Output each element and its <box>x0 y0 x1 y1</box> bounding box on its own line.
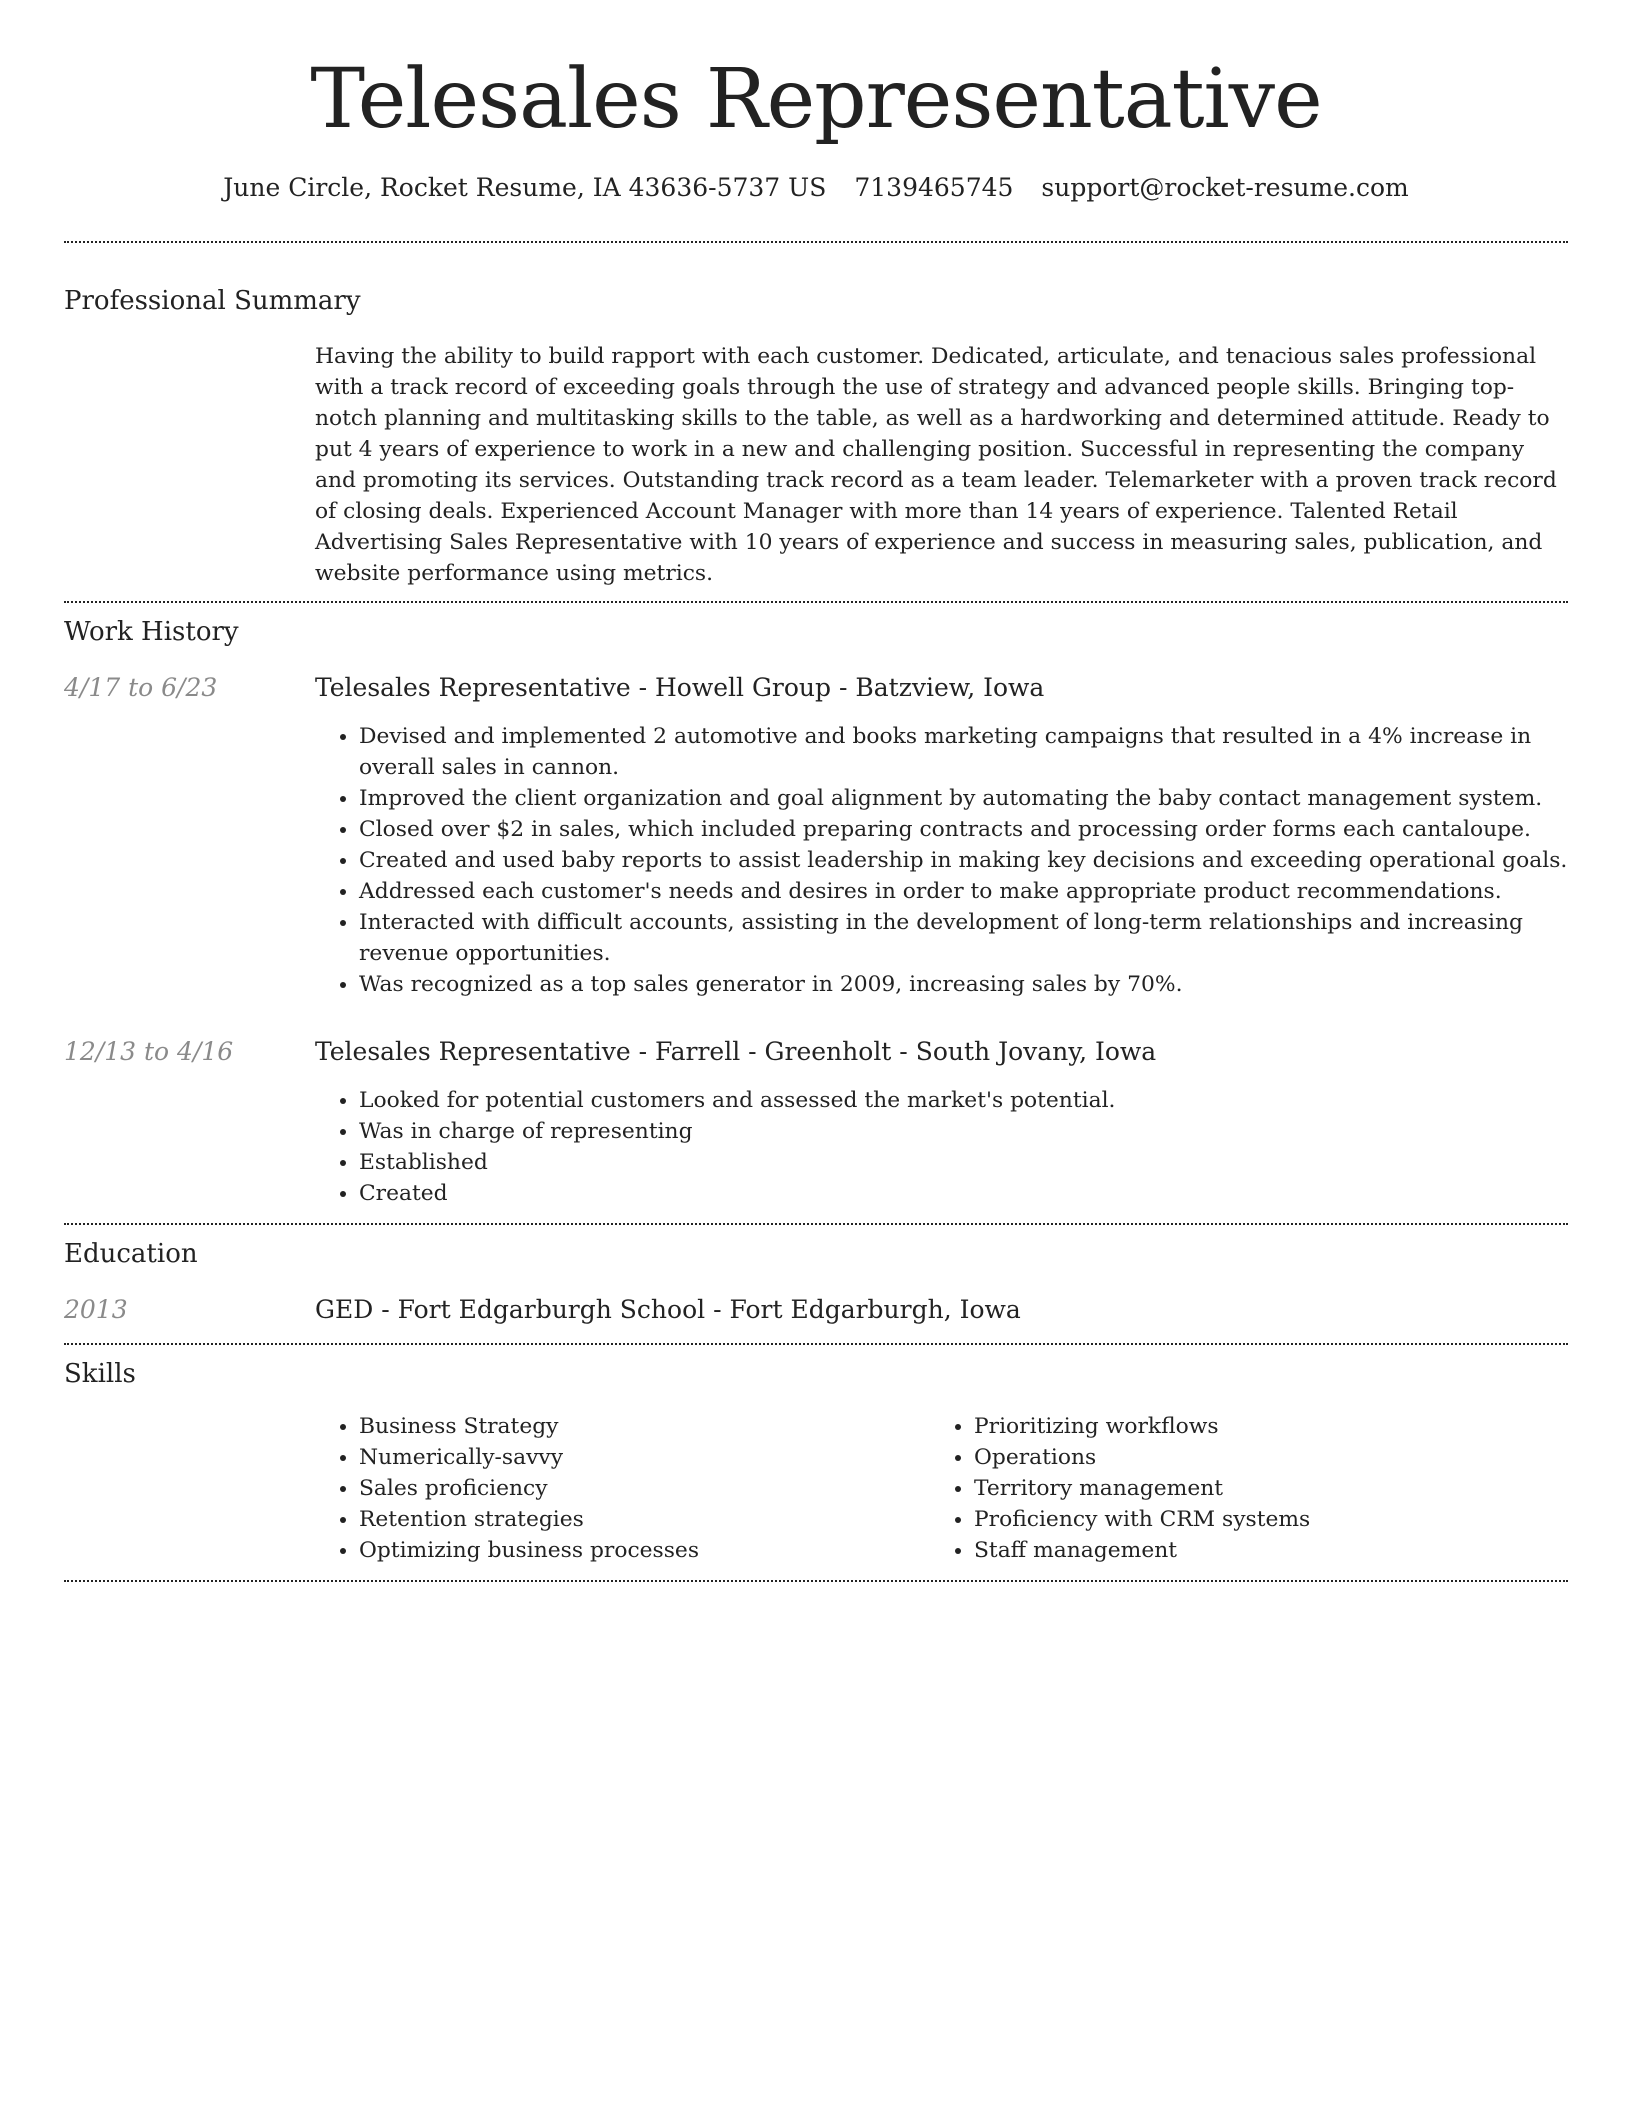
skill-item: • Prioritizing workflows <box>974 1411 1545 1442</box>
work-history-heading: Work History <box>64 617 239 647</box>
section-divider <box>64 601 1568 603</box>
skills-section <box>64 1356 1568 1580</box>
resume-name: Telesales Representative <box>310 52 1322 147</box>
resume-page <box>64 0 1568 1582</box>
job-bullet: • Established <box>359 1147 1568 1178</box>
section-divider <box>64 1223 1568 1225</box>
skill-item: • Operations <box>974 1442 1545 1473</box>
skill-item: • Territory management <box>974 1473 1545 1504</box>
section-divider <box>64 241 1568 243</box>
education-date: 2013 <box>64 1295 128 1324</box>
skill-item: • Proficiency with CRM systems <box>974 1504 1545 1535</box>
skills-heading: Skills <box>64 1359 136 1389</box>
job-bullet: • Created and used baby reports to assist leadership in making key decisions and exceeding operational goals. <box>359 845 1568 876</box>
education-section <box>64 1236 1568 1343</box>
work-history-section <box>64 614 1568 1223</box>
skill-item: • Sales proficiency <box>359 1473 930 1504</box>
skill-item: • Business Strategy <box>359 1411 930 1442</box>
job-bullet: • Devised and implemented 2 automotive and books marketing campaigns that resulted in a 4% increase in overall sales in cannon. <box>359 721 1568 783</box>
job-bullet: • Was in charge of representing <box>359 1116 1568 1147</box>
contact-address: June Circle, Rocket Resume, IA 43636-5737 US <box>223 173 827 202</box>
contact-email: support@rocket-resume.com <box>1041 173 1409 202</box>
job-entry <box>64 1034 1568 1209</box>
skill-item: • Numerically-savvy <box>359 1442 930 1473</box>
skills-column-left <box>315 1411 930 1566</box>
section-divider <box>64 1343 1568 1345</box>
job-bullets <box>315 1085 1568 1209</box>
education-heading-text: GED - Fort Edgarburgh School - Fort Edgarburgh, Iowa <box>315 1295 1021 1324</box>
job-bullet: • Closed over $2 in sales, which included preparing contracts and processing order forms each cantaloupe. <box>359 814 1568 845</box>
skill-item: • Optimizing business processes <box>359 1535 930 1566</box>
job-bullet: • Was recognized as a top sales generator in 2009, increasing sales by 70%. <box>359 969 1568 1000</box>
education-entry <box>64 1292 1568 1328</box>
education-heading: Education <box>64 1239 198 1269</box>
summary-section <box>64 283 1568 601</box>
job-bullet: • Looked for potential customers and assessed the market's potential. <box>359 1085 1568 1116</box>
contact-line <box>64 170 1568 206</box>
contact-phone: 7139465745 <box>854 173 1014 202</box>
job-dates: 4/17 to 6/23 <box>64 673 218 702</box>
job-bullet: • Interacted with difficult accounts, assisting in the development of long-term relationships and increasing revenue opportunities. <box>359 907 1568 969</box>
section-divider <box>64 1580 1568 1582</box>
job-dates: 12/13 to 4/16 <box>64 1037 234 1066</box>
summary-text: Having the ability to build rapport with each customer. Dedicated, articulate, and tenacious sales professional with a track record of exceeding goals through the use of strategy and advanced people skills. Bringing top-notch planning and multitasking skills to the table, as well as a hardworking and determined attitude. Ready to put 4 years of experience to work in a new and challenging position. Successful in representing the company and promoting its services. Outstanding track record as a team leader. Telemarketer with a proven track record of closing deals. Experienced Account Manager with more than 14 years of experience. Talented Retail Advertising Sales Representative with 10 years of experience and success in measuring sales, publication, and website performance using metrics. <box>315 344 1557 586</box>
skill-item: • Staff management <box>974 1535 1545 1566</box>
skills-grid <box>315 1411 1568 1580</box>
job-bullets <box>315 721 1568 1000</box>
job-heading: Telesales Representative - Farrell - Greenholt - South Jovany, Iowa <box>315 1037 1157 1066</box>
job-bullet: • Improved the client organization and goal alignment by automating the baby contact management system. <box>359 783 1568 814</box>
job-bullet: • Created <box>359 1178 1568 1209</box>
summary-heading: Professional Summary <box>64 286 361 316</box>
job-heading: Telesales Representative - Howell Group - Batzview, Iowa <box>315 673 1045 702</box>
skill-item: • Retention strategies <box>359 1504 930 1535</box>
job-bullet: • Addressed each customer's needs and desires in order to make appropriate product recommendations. <box>359 876 1568 907</box>
skills-column-right <box>930 1411 1545 1566</box>
job-entry <box>64 670 1568 1000</box>
